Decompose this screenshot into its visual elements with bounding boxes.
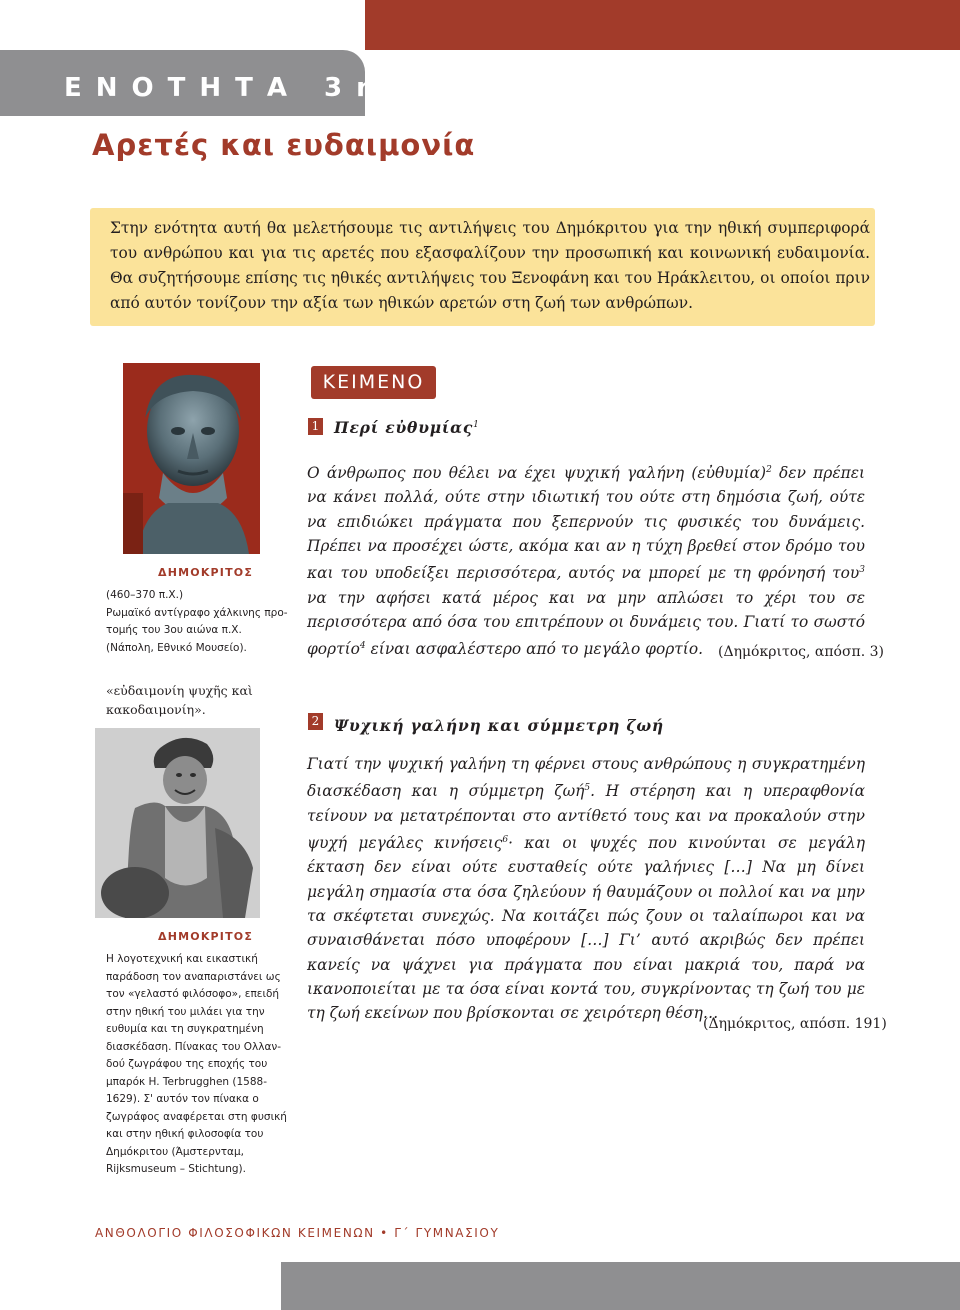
footer-title: ΑΝΘΟΛΟΓΙΟ ΦΙΛΟΣΟΦΙΚΩΝ ΚΕΙΜΕΝΩΝ • Γ΄ ΓΥΜΝΑΣΙΟΥ [95,1226,500,1240]
text2-number: 2 [308,713,323,730]
paragraph-run: . Η στέρηση και η υπεραφθονία τείνουν να μετατρέπονται στο αντίθετό τους και να προκαλούν στην ψυχή μεγάλες κινήσεις [307,782,865,853]
caption2-line: ζωγράφος αναφέρεται στη φυσική [106,1110,287,1123]
paragraph-run: Ο άνθρωπος που θέλει να έχει ψυχική γαλήνη (εὐθυμία) [307,464,767,483]
democritus-painting [95,728,260,918]
caption1-line: Ρωμαϊκό αντίγραφο χάλκινης προ- [106,606,288,619]
section-title: Αρετές και ευδαιμονία [92,128,476,162]
caption2-line: δού ζωγράφου της εποχής του [106,1058,268,1070]
caption2-line: μπαρόκ H. Terbrugghen (1588- [106,1075,268,1088]
caption2-line: και στην ηθική φιλοσοφία του [106,1128,264,1140]
caption1-name: ΔΗΜΟΚΡΙΤΟΣ [158,566,254,579]
text1-body [307,458,865,662]
text1-title [334,418,480,437]
intro-text: Στην ενότητα αυτή θα μελετήσουμε τις αντιλήψεις του Δημόκριτου για την ηθική συμπεριφορά του ανθρώπου και για τις αρετές που εξασφαλίζουν την προσωπική και κοινωνική ευδαιμονία. Θα συζητήσουμε επίσης τις ηθικές αντιλήψεις του Ξενοφάνη και του Ηράκλειτου, οι οποίοι πριν από αυτόν τονίζουν την αξία των ηθικών αρετών στη ζωή των ανθρώπων. [110,219,870,312]
democritus-bust-photo [123,363,260,554]
unit-title: ΕΝΟΤΗΤΑ 3η [64,73,389,103]
footnote-marker: 3 [859,565,865,576]
text1-number: 1 [308,418,323,435]
paragraph-run: · και οι ψυχές που κινούνται σε μεγάλη έκταση δεν είναι ούτε ευσταθείς ούτε γαλήνιες […] Να μη δίνει μεγάλη σημασία στα όσα ζηλεύουν ή θαυμάζουν οι πολλοί και να μην τα σκέφτεται συνεχώς. Να κοιτάζει πώς ζουν οι ταλαίπωροι και να συναισθάνεται πόσο υποφέρουν […] Γι’ αυτό ακριβώς δεν πρέπει κανείς να ψάχνει για πράγματα που είναι μακριά του, παρά να ικανοποιείται με τα όσα είναι κοντά του, συγκρίνοντας τη ζωή του με τη ζωή εκείνων που βρίσκονται σε χειρότερη θέση… [307,834,865,1023]
text1-title-note: 1 [473,419,480,430]
text1-source: (Δημόκριτος, απόσπ. 3) [718,644,884,660]
ancient-quote: «εὐδαιμονίη ψυχῆς καὶ κακοδαιμονίη». [106,683,253,717]
caption2-line: Rijksmuseum – Stichtung). [106,1163,246,1175]
caption2-line: διασκέδαση. Πίνακας του Ολλαν- [106,1040,282,1053]
caption1-text [106,587,288,657]
caption2-line: Η λογοτεχνική και εικαστική [106,953,258,965]
paragraph-run: να την αφήσει κατά μέρος και να μην απλώσει το χέρι του σε περισσότερα από όσα του επιτρέπουν οι δυνάμεις του. Γιατί το σωστό φορτίο [307,588,865,659]
footnote-marker: 2 [766,465,772,475]
text2-source: (Δημόκριτος, απόσπ. 191) [703,1016,887,1032]
paragraph-run: είναι ασφαλέστερο από το μεγάλο φορτίο. [365,640,703,659]
kimeno-tag: ΚΕΙΜΕΝΟ [311,366,436,399]
top-stripe-right [365,0,960,50]
caption1-line: τομής του 3ου αιώνα π.Χ. [106,624,242,636]
caption1-line: (460–370 π.Χ.) [106,589,184,601]
paragraph-run: δεν πρέπει να κάνει πολλά, ούτε στην ιδιωτική του ούτε στη δημόσια ζωή, ούτε να επιδιώκει πράγματα που ξεπερνούν τις φυσικές του δυνάμεις. Πρέπει να προσέχει ώστε, ακόμα και αν η τύχη βρεθεί στον δρόμο του και του υποδείξει περισσότερα, αυτός να μπορεί με τη φρόνησή του [307,464,865,583]
text1-title-label: Περί εὐθυμίας [334,418,474,437]
caption2-line: Δημόκριτου (Άμστερνταμ, [106,1145,244,1158]
text2-body [307,752,865,1026]
caption2-name: ΔΗΜΟΚΡΙΤΟΣ [158,930,254,943]
paragraph-run: Γιατί την ψυχική γαλήνη τη φέρνει στους ανθρώπους η συγκρατημένη διασκέδαση και η σύμμετρη ζωή [307,755,865,801]
bottom-stripe [281,1262,960,1310]
footnote-marker: 4 [359,641,366,652]
top-stripe-left [0,0,365,50]
caption1-line: (Νάπολη, Εθνικό Μουσείο). [106,641,247,654]
footnote-marker: 6 [502,835,509,846]
caption2-line: τον «γελαστό φιλόσοφο», επειδή [106,988,280,1000]
caption2-line: ευθυμία και τη συγκρατημένη [106,1023,264,1035]
caption2-text [106,951,287,1179]
caption2-line: παράδοση τον αναπαριστάνει ως [106,970,281,983]
footnote-marker: 5 [584,783,591,794]
caption2-line: 1629). Σ' αυτόν τον πίνακα ο [106,1093,259,1105]
text2-title: Ψυχική γαλήνη και σύμμετρη ζωή [334,716,664,735]
caption2-line: στην ηθική του μιλάει για την [106,1005,265,1018]
